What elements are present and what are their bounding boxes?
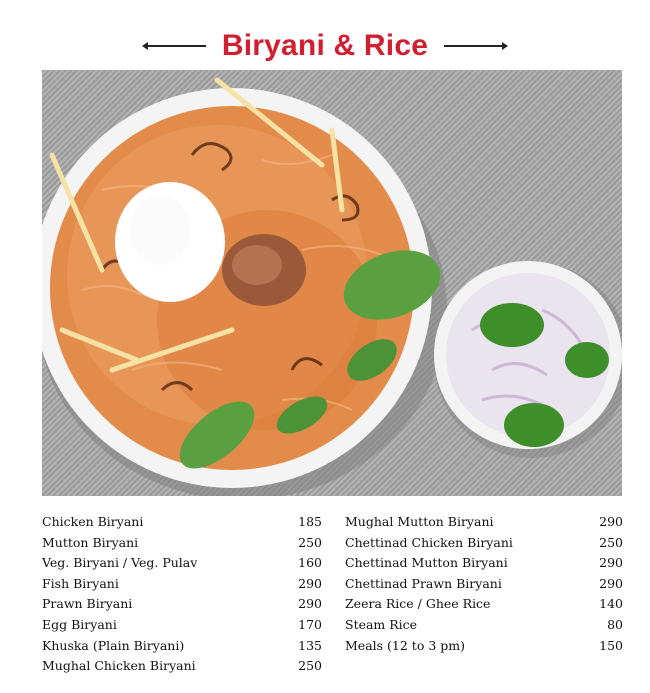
menu-item: [42, 636, 322, 657]
menu-item-price: 290: [599, 555, 623, 571]
biryani-bowl-illustration: [42, 70, 622, 496]
menu-item: [345, 574, 623, 595]
menu-item-name: Chicken Biryani: [42, 514, 144, 529]
menu-item-name: Steam Rice: [345, 616, 418, 632]
menu-item: [42, 656, 322, 677]
menu-item: [345, 553, 623, 574]
menu-item-price: 185: [298, 514, 322, 529]
menu-item-name: Zeera Rice / Ghee Rice: [345, 596, 491, 612]
menu-item: [345, 512, 623, 533]
menu-item: [42, 594, 322, 615]
menu-item: [345, 533, 623, 554]
menu-item-price: 150: [599, 637, 623, 653]
menu-item: [345, 615, 623, 636]
menu-item: [42, 615, 322, 636]
menu-column-1: [42, 512, 322, 677]
menu-item-name: Mughal Chicken Biryani: [42, 658, 196, 674]
menu-item-price: 290: [599, 514, 623, 529]
menu-item: [42, 553, 322, 574]
biryani-photo: [42, 70, 622, 496]
menu-item-price: 140: [599, 596, 623, 612]
menu-item: [42, 574, 322, 595]
menu-item-name: Meals (12 to 3 pm): [345, 637, 465, 653]
menu-item-price: 250: [298, 534, 322, 550]
menu-item-price: 80: [607, 616, 623, 632]
menu-item-price: 160: [298, 555, 322, 571]
title-rule-right: [444, 45, 504, 47]
menu-item-name: Fish Biryani: [42, 575, 119, 591]
menu-item: [345, 636, 623, 657]
menu-item-price: 290: [599, 575, 623, 591]
menu-item-price: 290: [298, 575, 322, 591]
menu-column-2: [345, 512, 623, 656]
menu-item-name: Veg. Biryani / Veg. Pulav: [42, 555, 198, 571]
menu-item-name: Chettinad Prawn Biryani: [345, 575, 502, 591]
menu-item-name: Egg Biryani: [42, 616, 117, 632]
menu-item-price: 290: [298, 596, 322, 612]
menu-item: [42, 533, 322, 554]
title-row: [0, 24, 650, 68]
menu-item-name: Mughal Mutton Biryani: [345, 514, 494, 529]
menu-item-name: Khuska (Plain Biryani): [42, 637, 185, 653]
menu-item-price: 250: [599, 534, 623, 550]
menu-item-price: 135: [298, 637, 322, 653]
menu-item: [345, 594, 623, 615]
menu-item-price: 250: [298, 658, 322, 674]
menu-item-name: Chettinad Mutton Biryani: [345, 555, 508, 571]
menu-item: [42, 512, 322, 533]
menu-item-name: Mutton Biryani: [42, 534, 139, 550]
title-rule-left: [146, 45, 206, 47]
page-title: Biryani & Rice: [221, 29, 429, 62]
menu-item-name: Chettinad Chicken Biryani: [345, 534, 513, 550]
menu-item-price: 170: [298, 616, 322, 632]
menu-item-name: Prawn Biryani: [42, 596, 133, 612]
